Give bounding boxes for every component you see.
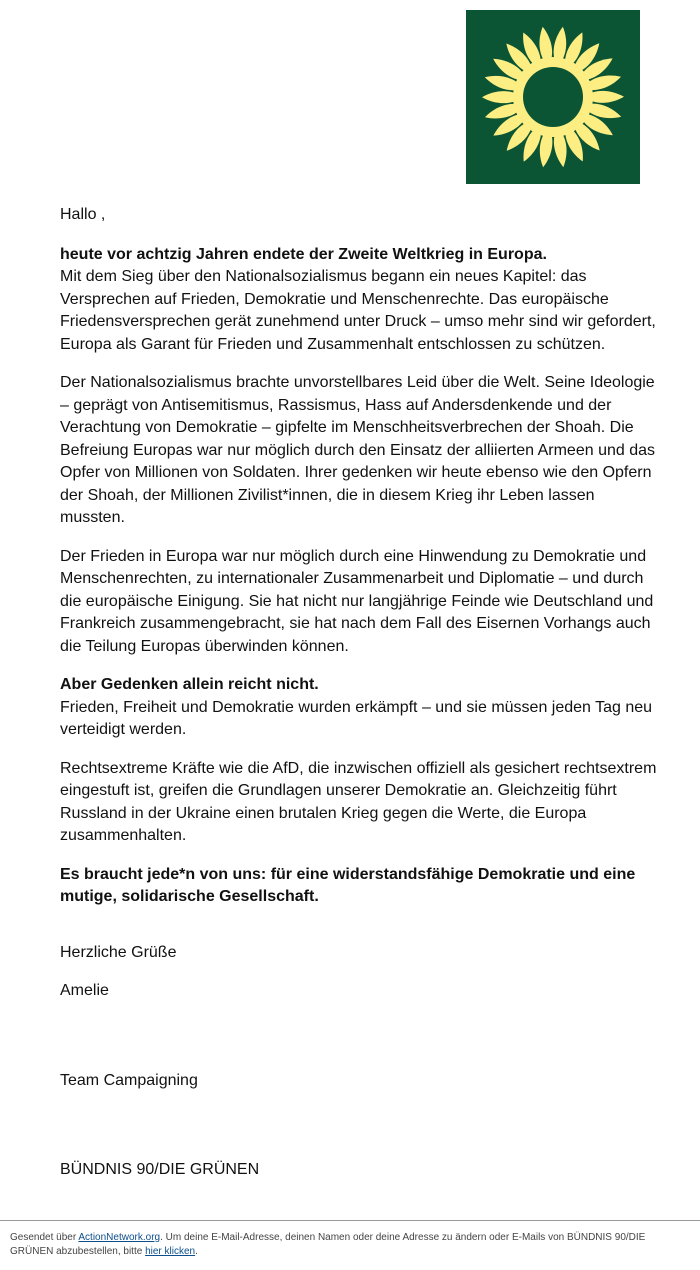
party-logo [466,10,640,184]
unsubscribe-link[interactable]: hier klicken [145,1245,196,1257]
email-footer [0,1220,700,1270]
greeting: Hallo , [60,206,106,223]
remembrance-text: Frieden, Freiheit und Demokratie wurden erkämpft – und sie müssen jeden Tag neu verteidigt werden. [60,698,653,738]
lead-text: Mit dem Sieg über den Nationalsozialismus begann ein neues Kapitel: das Versprechen auf Frieden, Demokratie und Menschenrechte. Das europäische Friedensversprechen gerät zunehmend unter Druck – umso mehr sind wir gefordert, Europa als Garant für Frieden und Zusammenhalt entschlossen zu schützen. [60,268,656,353]
footer-middle: . Um deine E-Mail-Adresse, deinen Namen oder deine Adresse zu ändern oder E-Mails von BÜNDNIS 90/DIE GRÜNEN abzubestellen, bitte [10,1232,646,1257]
signature-team: Team Campaigning [60,1071,198,1089]
lead-heading: heute vor achtzig Jahren endete der Zweite Weltkrieg in Europa. [60,245,547,263]
email-body [60,204,660,1182]
signature-name: Amelie [60,982,109,999]
call-to-action: Es braucht jede*n von uns: für eine widerstandsfähige Demokratie und eine mutige, solidarische Gesellschaft. [60,865,636,905]
paragraph-remembrance [60,674,660,742]
footer-prefix: Gesendet über [10,1232,79,1243]
actionnetwork-link[interactable]: ActionNetwork.org [78,1232,161,1243]
sunflower-icon [466,10,640,184]
lead-paragraph [60,244,660,357]
paragraph-threats: Rechtsextreme Kräfte wie die AfD, die inzwischen offiziell als gesichert rechtsextrem eingestuft ist, greifen die Grundlagen unserer Demokratie an. Gleichzeitig führt Russland in der Ukraine einen brutalen Krieg gegen die Werte, die Europa zusammenhalten. [60,759,657,844]
closing: Herzliche Grüße [60,943,177,961]
paragraph-peace: Der Frieden in Europa war nur möglich durch eine Hinwendung zu Demokratie und Menschenrechten, zu internationaler Zusammenarbeit und Diplomatie – und durch die europäische Einigung. Sie hat nicht nur langjährige Feinde wie Deutschland und Frankreich zusammengebracht, sie hat nach dem Fall des Eisernen Vorhangs auch die Teilung Europas überwinden können. [60,547,654,655]
signature-organization: BÜNDNIS 90/DIE GRÜNEN [60,1161,260,1178]
paragraph-history: Der Nationalsozialismus brachte unvorstellbares Leid über die Welt. Seine Ideologie – geprägt von Antisemitismus, Rassismus, Hass auf Andersdenkende und der Verachtung von Demokratie – gipfelte im Menschheitsverbrechen der Shoah. Die Befreiung Europas war nur möglich durch den Einsatz der alliierten Armeen und das Opfer von Millionen von Soldaten. Ihrer gedenken wir heute ebenso wie den Opfern der Shoah, der Millionen Zivilist*innen, die in diesem Krieg ihr Leben lassen mussten. [60,374,655,526]
remembrance-heading: Aber Gedenken allein reicht nicht. [60,676,319,693]
footer-suffix: . [195,1245,198,1257]
